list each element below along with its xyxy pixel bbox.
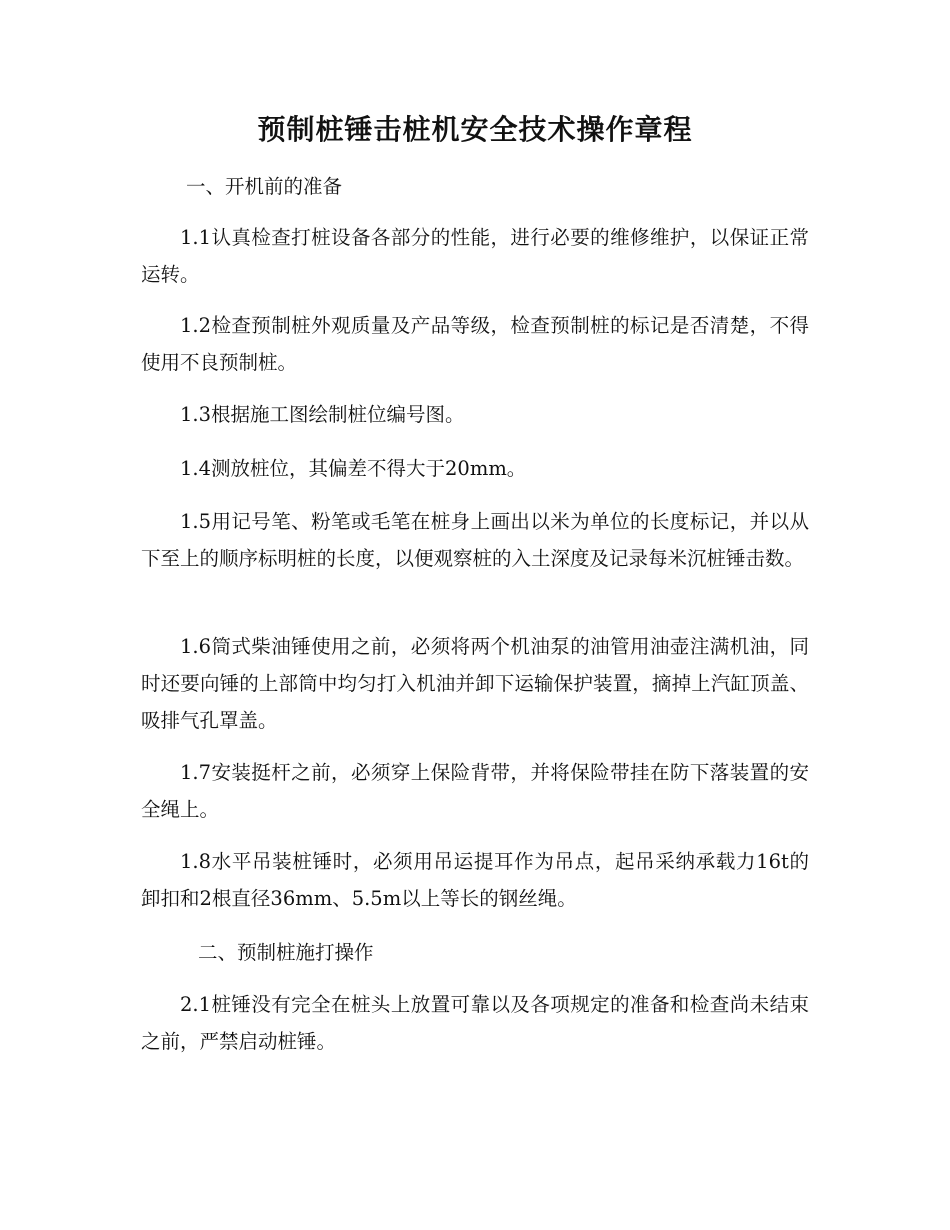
- document-title: 预制桩锤击桩机安全技术操作章程: [257, 113, 693, 146]
- paragraph-1-1: 1.1认真检查打桩设备各部分的性能，进行必要的维修维护，以保证正常运转。: [141, 226, 809, 286]
- paragraph-1-5: 1.5用记号笔、粉笔或毛笔在桩身上画出以米为单位的长度标记，并以从下至上的顺序标明桩的长度，以便观察桩的入土深度及记录每米沉桩锤击数。: [141, 510, 809, 570]
- paragraph-1-3: 1.3根据施工图绘制桩位编号图。: [180, 403, 465, 426]
- paragraph-1-8: 1.8水平吊装桩锤时，必须用吊运提耳作为吊点，起吊采纳承载力16t的卸扣和2根直径36mm、5.5m以上等长的钢丝绳。: [141, 850, 809, 910]
- paragraph-1-6: 1.6筒式柴油锤使用之前，必须将两个机油泵的油管用油壶注满机油，同时还要向锤的上部筒中均匀打入机油并卸下运输保护装置，摘掉上汽缸顶盖、吸排气孔罩盖。: [141, 635, 809, 732]
- paragraph-1-7: 1.7安装挺杆之前，必须穿上保险背带，并将保险带挂在防下落装置的安全绳上。: [141, 761, 809, 821]
- section-heading-preparation: 一、开机前的准备: [186, 175, 343, 198]
- paragraph-1-2: 1.2检查预制桩外观质量及产品等级，检查预制桩的标记是否清楚，不得使用不良预制桩。: [141, 314, 809, 374]
- section-heading-pile-driving: 二、预制桩施打操作: [198, 941, 374, 964]
- paragraph-2-1: 2.1桩锤没有完全在桩头上放置可靠以及各项规定的准备和检查尚未结束之前，严禁启动桩锤。: [141, 993, 809, 1053]
- paragraph-1-4: 1.4测放桩位，其偏差不得大于20mm。: [180, 457, 527, 480]
